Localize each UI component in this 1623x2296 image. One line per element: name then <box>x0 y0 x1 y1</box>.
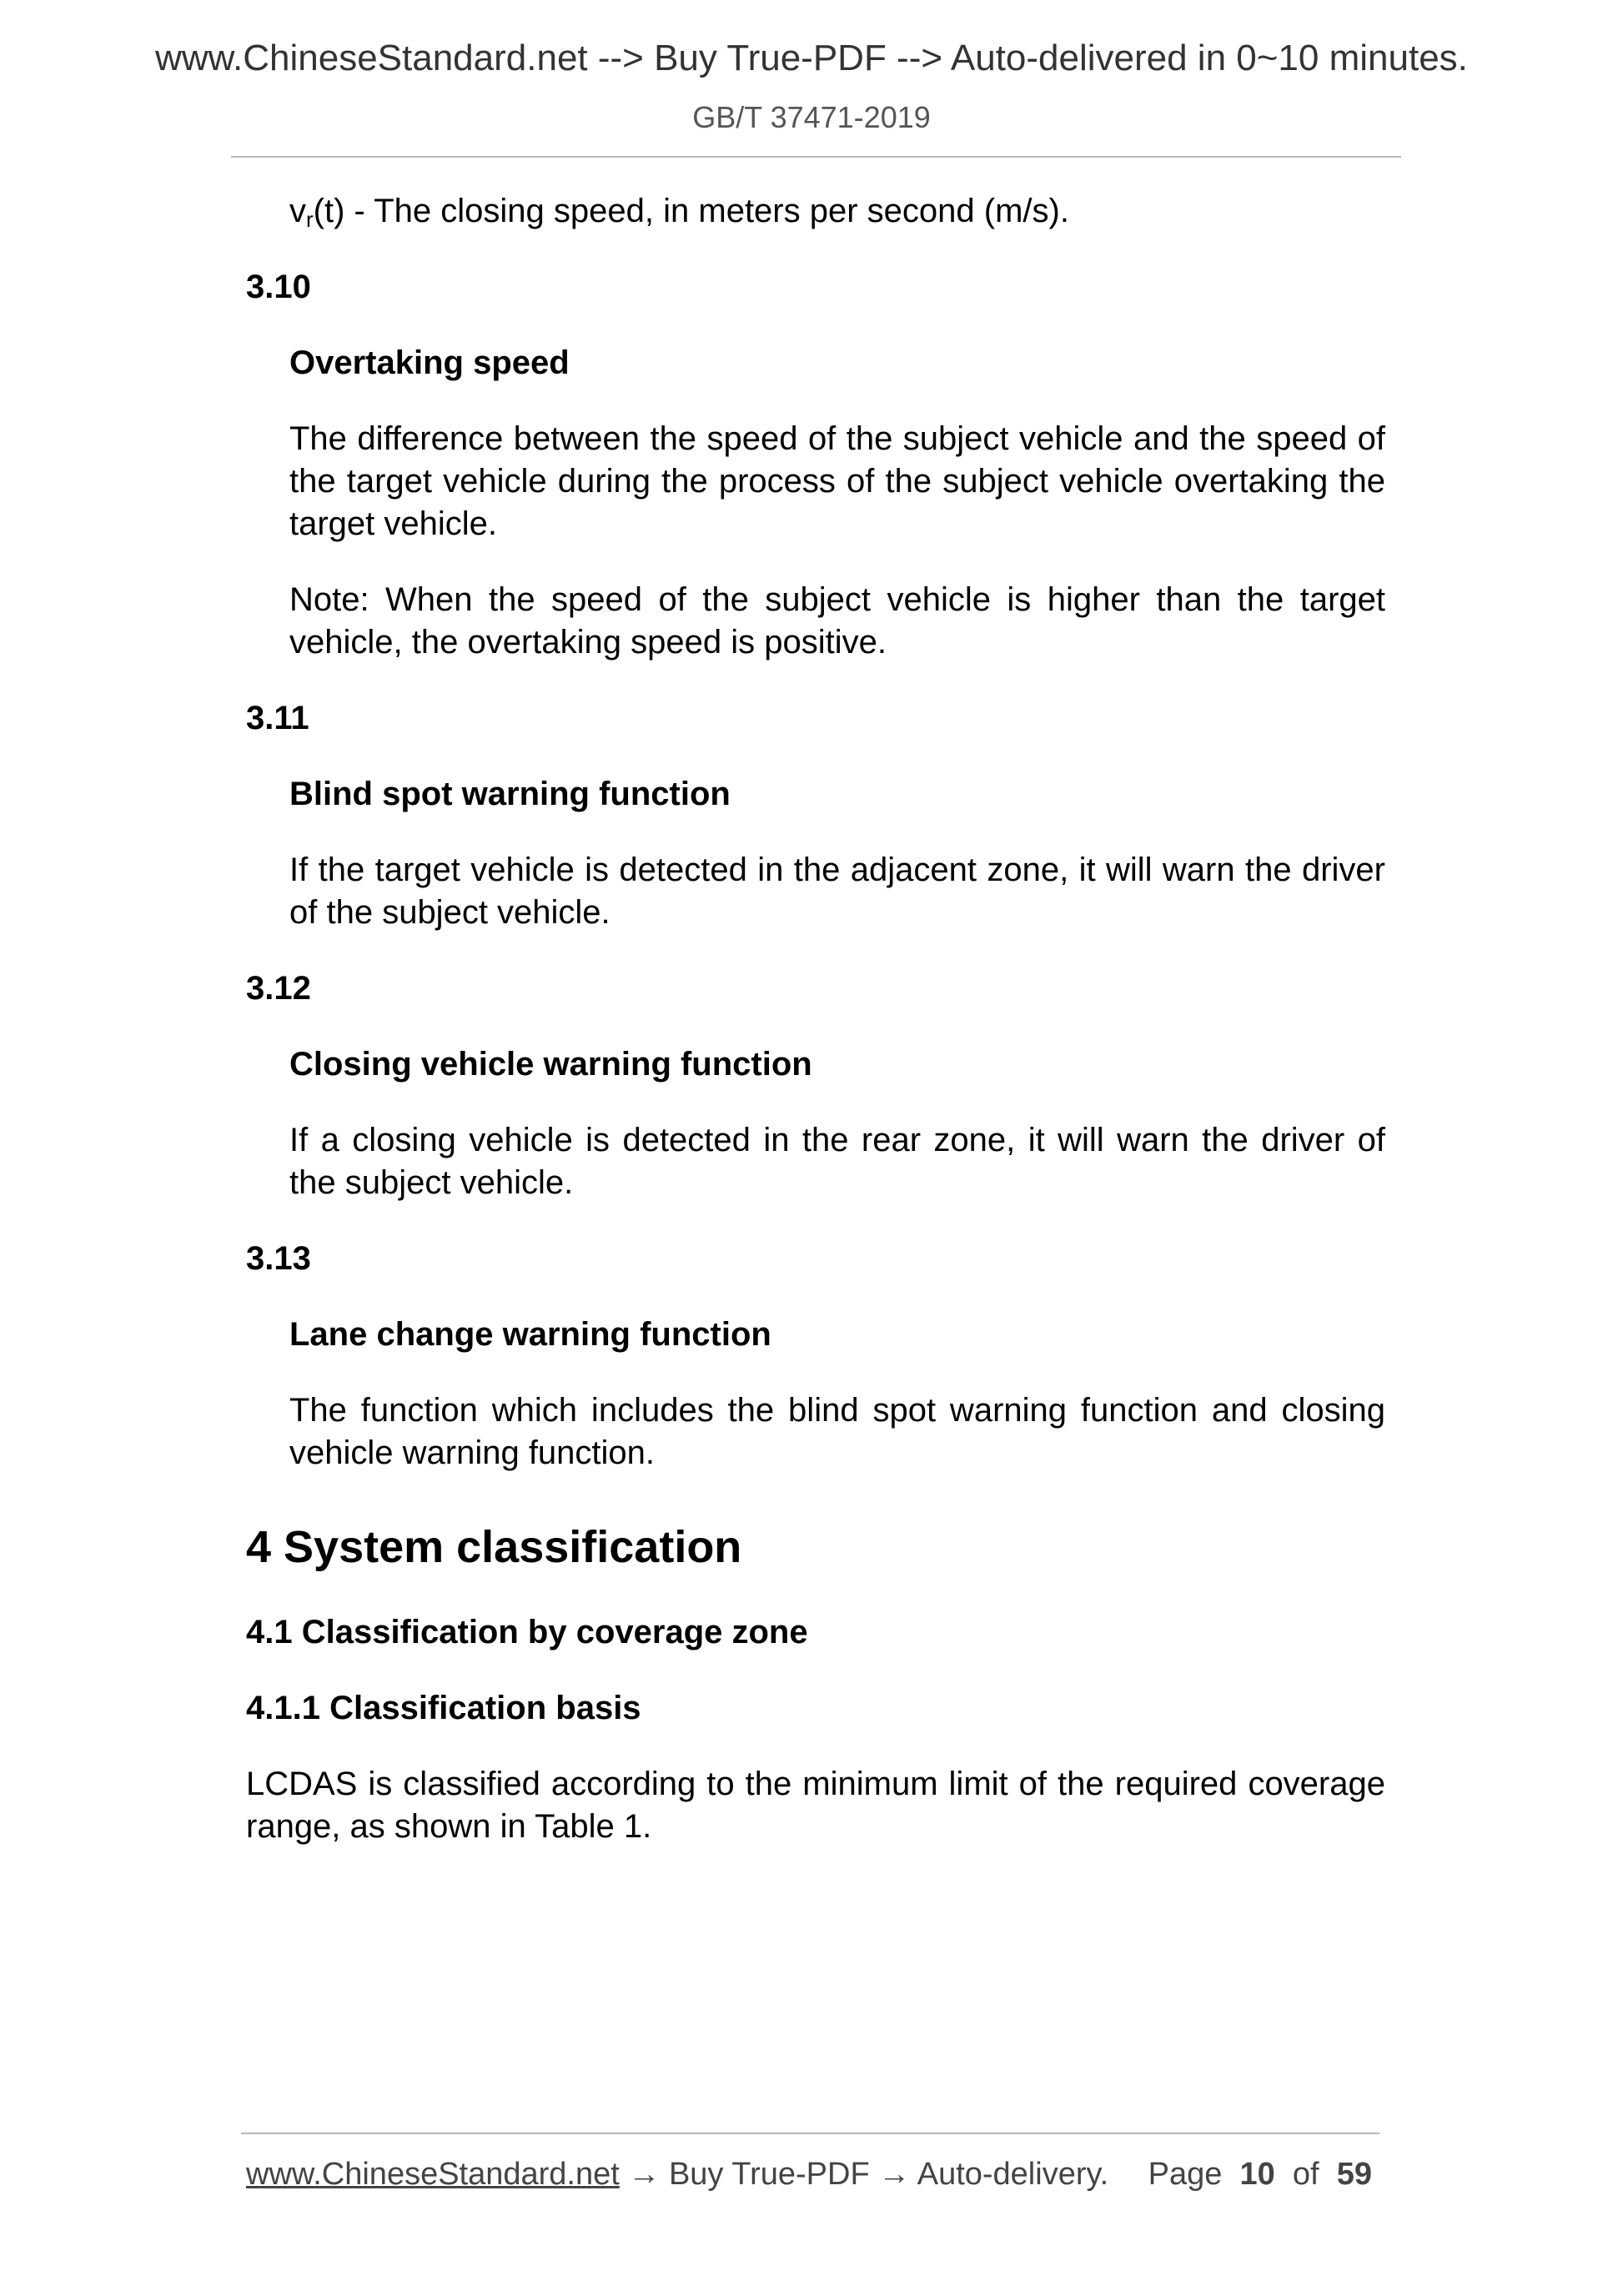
clause-number-3-12: 3.12 <box>246 970 311 1007</box>
page-indicator <box>1148 2153 1372 2195</box>
footer-delivery-text: Auto-delivery. <box>917 2157 1109 2192</box>
definition-overtaking-speed: The difference between the speed of the subject vehicle and the speed of the target vehicle during the process of the subject vehicle overtaking the target vehicle. <box>289 420 1385 542</box>
footer-divider <box>241 2133 1379 2134</box>
footer-buy-text: Buy True-PDF <box>668 2157 870 2192</box>
header-banner: www.ChineseStandard.net --> Buy True-PDF --> Auto-delivered in 0~10 minutes. <box>155 38 1468 78</box>
page-footer <box>246 2153 1380 2195</box>
vr-subscript: r <box>306 207 314 232</box>
footer-left <box>246 2153 1108 2195</box>
footer-website-link[interactable]: www.ChineseStandard.net <box>246 2157 620 2192</box>
clause-number-3-13: 3.13 <box>246 1240 311 1277</box>
arrow-right-icon: → <box>878 2157 911 2192</box>
clause-number-3-11: 3.11 <box>246 700 309 736</box>
definition-closing-vehicle-warning: If a closing vehicle is detected in the rear zone, it will warn the driver of the subject vehicle. <box>289 1122 1385 1201</box>
section-heading-4: 4 System classification <box>246 1522 742 1572</box>
subsection-heading-4-1: 4.1 Classification by coverage zone <box>246 1614 808 1650</box>
closing-speed-definition <box>289 190 1385 233</box>
definition-blind-spot-warning: If the target vehicle is detected in the adjacent zone, it will warn the driver of the subject vehicle. <box>289 852 1385 931</box>
document-code: GB/T 37471-2019 <box>692 100 931 134</box>
arrow-right-icon: → <box>628 2157 661 2192</box>
note-overtaking-speed: Note: When the speed of the subject vehicle is higher than the target vehicle, the overtaking speed is positive. <box>289 581 1385 661</box>
header-divider <box>231 156 1401 158</box>
term-closing-vehicle-warning: Closing vehicle warning function <box>289 1046 812 1083</box>
of-label: of <box>1292 2157 1319 2192</box>
definition-lane-change-warning: The function which includes the blind spot warning function and closing vehicle warning function. <box>289 1392 1385 1471</box>
subsection-heading-4-1-1: 4.1.1 Classification basis <box>246 1690 641 1726</box>
page-label: Page <box>1148 2157 1223 2192</box>
clause-number-3-10: 3.10 <box>246 269 311 305</box>
document-body <box>246 190 1385 1848</box>
vr-description: (t) - The closing speed, in meters per second (m/s). <box>313 193 1069 229</box>
vr-variable: v <box>289 193 306 229</box>
total-pages: 59 <box>1336 2157 1372 2192</box>
term-blind-spot-warning: Blind spot warning function <box>289 776 731 812</box>
term-lane-change-warning: Lane change warning function <box>289 1316 771 1353</box>
current-page-number: 10 <box>1239 2157 1275 2192</box>
term-overtaking-speed: Overtaking speed <box>289 344 570 381</box>
classification-basis-paragraph: LCDAS is classified according to the minimum limit of the required coverage range, as shown in Table 1. <box>246 1766 1385 1845</box>
